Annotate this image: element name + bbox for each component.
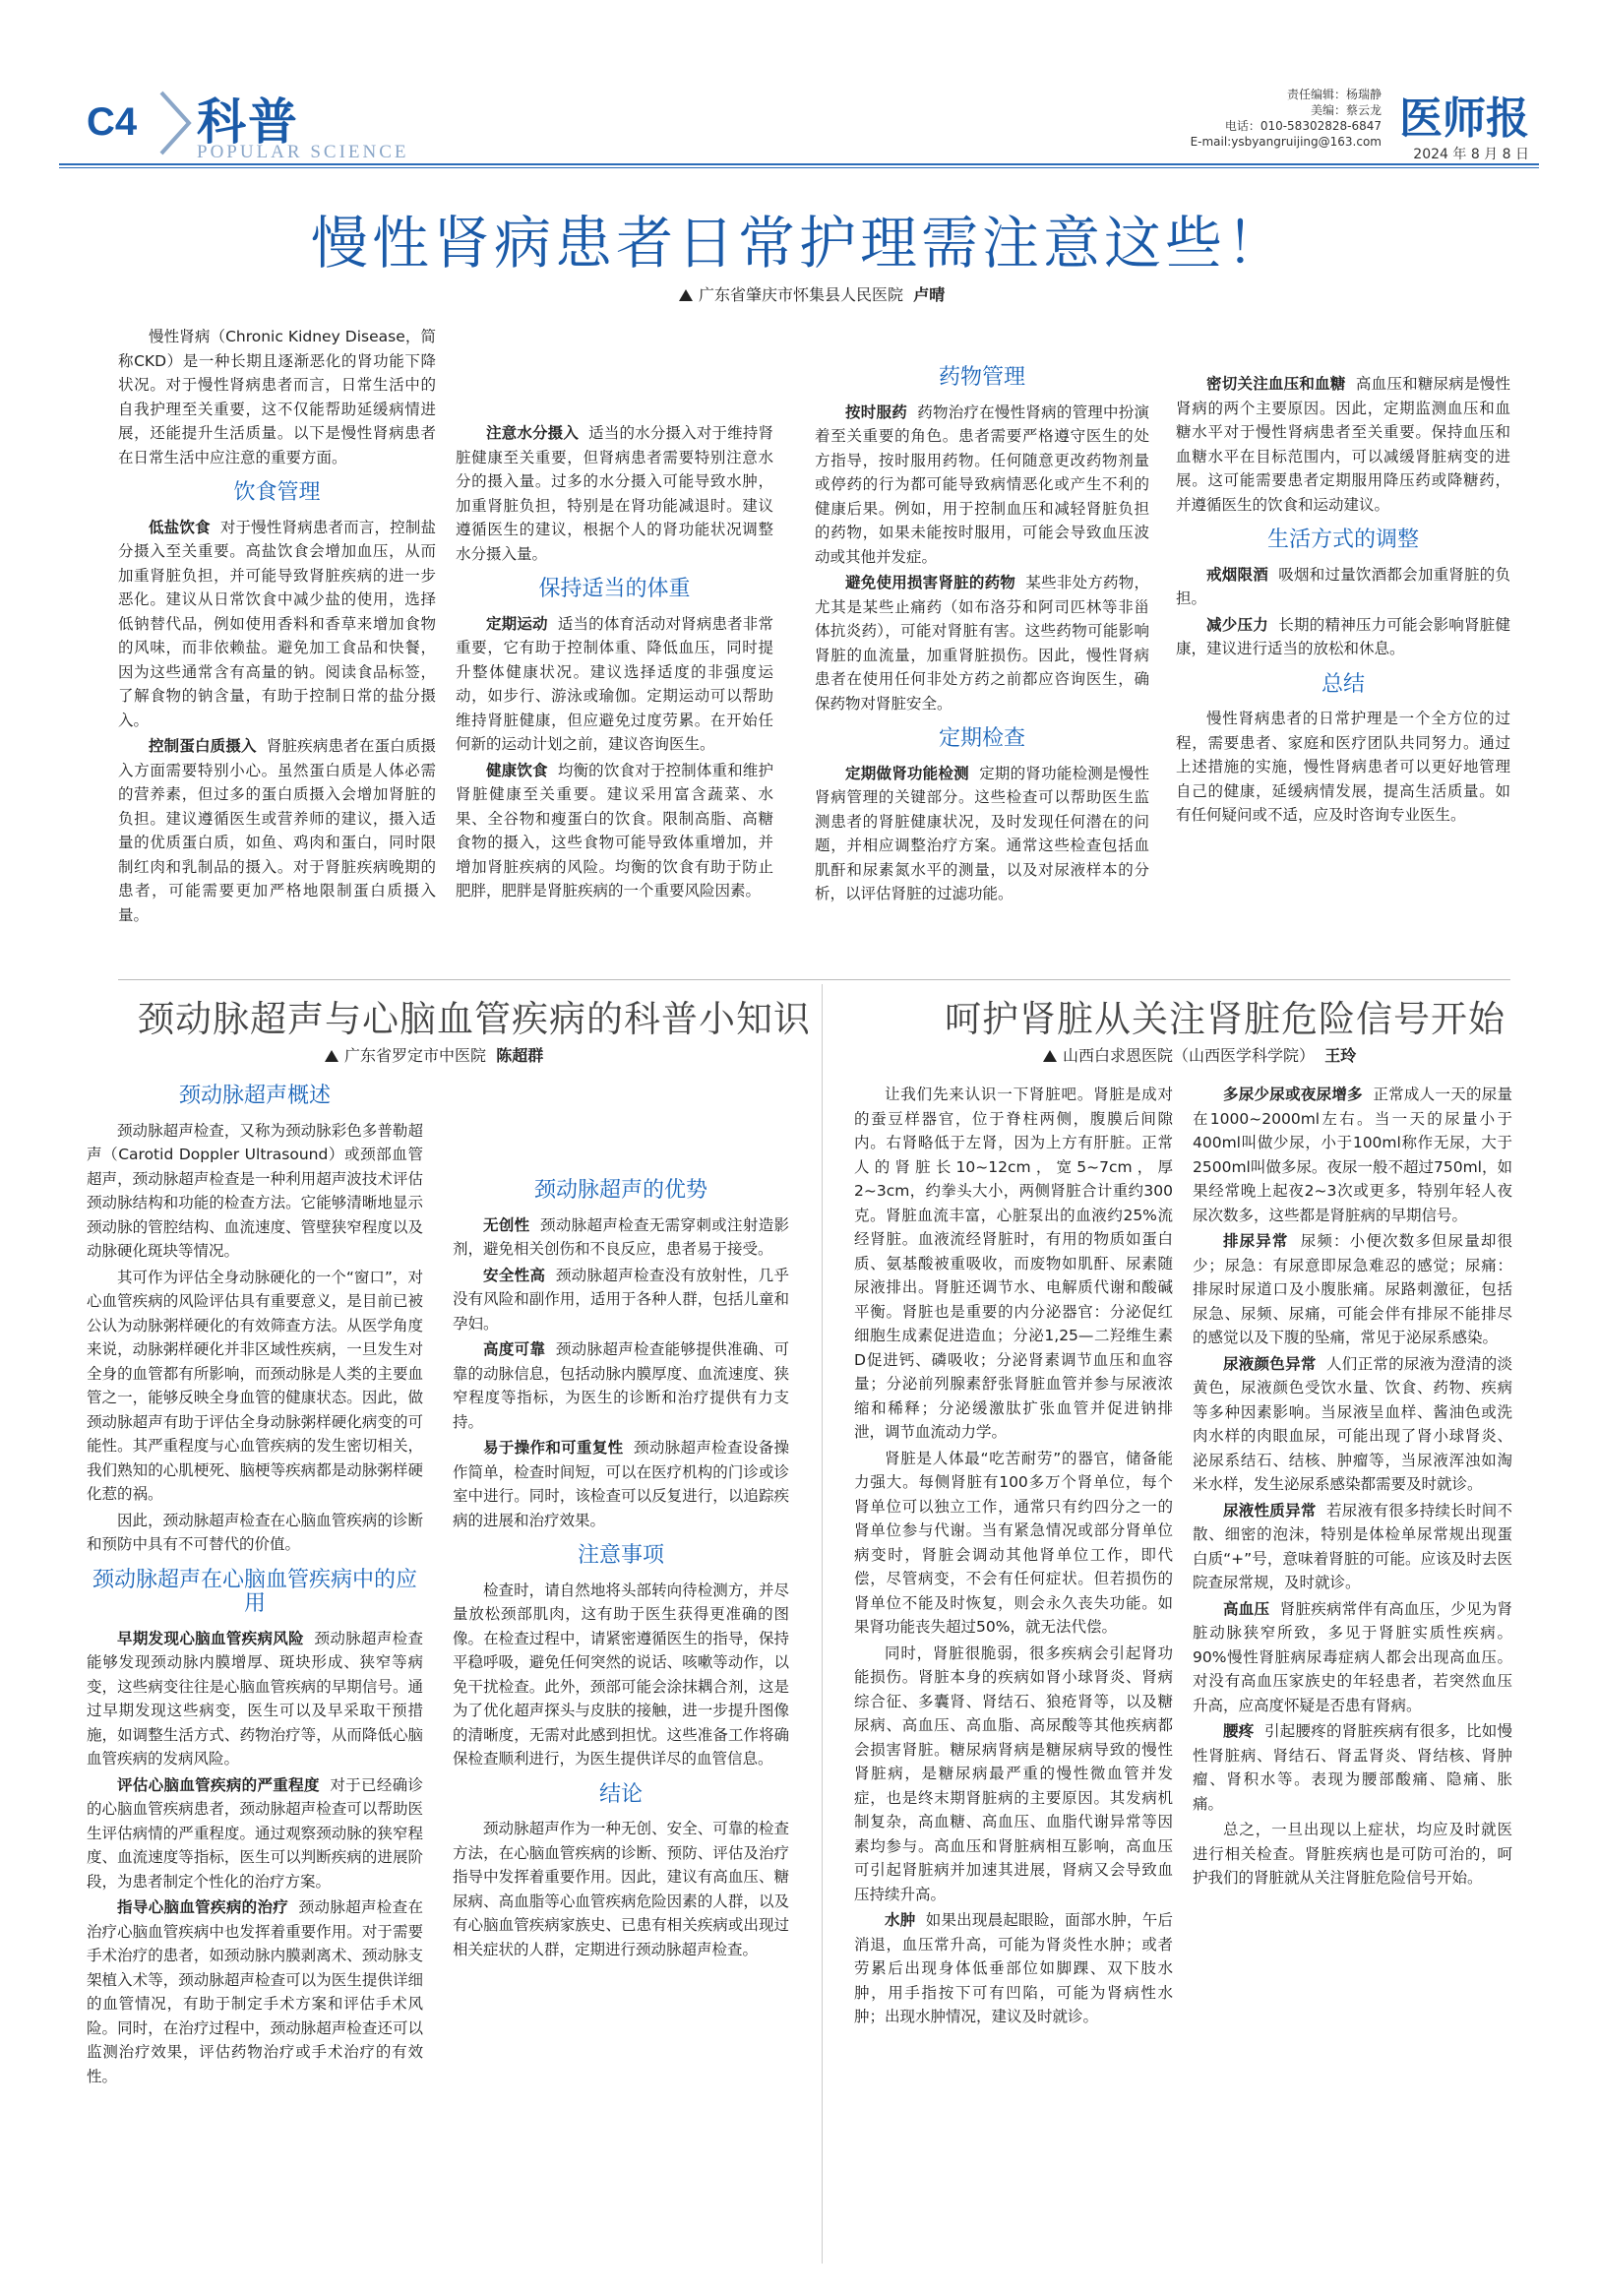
subheading: 药物管理 (938, 365, 1025, 390)
paragraph (87, 1627, 423, 1771)
subheading: 注意事项 (577, 1543, 664, 1568)
article1-col1 (118, 325, 436, 929)
article-divider (118, 979, 1510, 980)
byline-author: 陈超群 (496, 1046, 544, 1065)
keyword: 无创性 (483, 1215, 530, 1234)
article1-col4 (1176, 325, 1510, 830)
paragraph: 颈动脉超声作为一种无创、安全、可靠的检查方法，在心脑血管疾病的诊断、预防、评估及治疗指导中发挥着重要作用。因此，建议有高血压、糖尿病、高血脂等心血管疾病危险因素的人群，以及有心脑血管疾病家族史、已患有相关疾病或出现过相关症状的人群，定期进行颈动脉超声检查。 (453, 1820, 789, 1958)
subheading: 颈动脉超声概述 (178, 1084, 331, 1108)
keyword: 评估心脑血管疾病的严重程度 (117, 1775, 320, 1794)
keyword: 腰疼 (1223, 1722, 1255, 1740)
body-text: 吸烟和过量饮酒都会加重肾脏的负担。 (1176, 565, 1510, 607)
article3-title: 呵护肾脏从关注肾脏危险信号开始 (945, 998, 1506, 1040)
subheading: 结论 (598, 1781, 643, 1807)
paragraph (456, 612, 773, 757)
article3-col2 (1193, 1083, 1512, 1893)
body-text: 某些非处方药物，尤其是某些止痛药（如布洛芬和阿司匹林等非甾体抗炎药），可能对肾脏有害。这些药物可能影响肾脏的血流量，加重肾脏损伤。因此，慢性肾病患者在使用任何非处方药之前都应咨询医生，确保药物对肾脏安全。 (815, 574, 1149, 713)
body-text: 肾脏疾病患者在蛋白质摄入方面需要特别小心。虽然蛋白质是人体必需的营养素，但过多的蛋白质摄入会增加肾脏的负担。建议遵循医生或营养师的建议，摄入适量的优质蛋白质，如鱼、鸡肉和蛋白，同时限制红肉和乳制品的摄入。对于肾脏疾病晚期的患者，可能需要更加严格地限制蛋白质摄入量。 (118, 737, 436, 924)
article3-byline (1043, 1043, 1356, 1066)
triangle-icon (325, 1050, 338, 1062)
paragraph (456, 759, 773, 903)
body-text: 定期的肾功能检测是慢性肾病管理的关键部分。这些检查可以帮助医生监测患者的肾脏健康状况，及时发现任何潜在的问题，并相应调整治疗方案。通常这些检查包括血肌酐和尿素氮水平的测量，以及对尿液样本的分析，以评估肾脏的过滤功能。 (815, 764, 1149, 902)
spacer (456, 325, 773, 421)
paragraph (453, 1213, 789, 1262)
keyword: 早期发现心脑血管疾病风险 (117, 1629, 304, 1647)
paragraph: 同时，肾脏很脆弱，很多疾病会引起肾功能损伤。肾脏本身的疾病如肾小球肾炎、肾病综合征、多囊肾、肾结石、狼疮肾等，以及糖尿病、高血压、高血脂、高尿酸等其他疾病都会损害肾脏。糖尿病肾病是糖尿病导致的慢性肾脏病，是糖尿病最严重的慢性微血管并发症，也是终末期肾脏病的主要原因。其发病机制复杂，高血糖、高血压、血脂代谢异常等因素均参与。高血压和肾脏病相互影响，高血压可引起肾脏病并加速其进展，肾病又会导致血压持续升高。 (854, 1644, 1173, 1903)
body-text: 若尿液有很多持续长时间不散、细密的泡沫，特别是体检单尿常规出现蛋白质“+”号，意味着肾脏的可能。应该及时去医院查尿常规，及时就诊。 (1193, 1501, 1512, 1591)
body-text: 对于慢性肾病患者而言，控制盐分摄入至关重要。高盐饮食会增加血压，从而加重肾脏负担，并可能导致肾脏疾病的进一步恶化。建议从日常饮食中减少盐的使用，选择低钠替代品，例如使用香料和香草来增加食物的风味，而非依赖盐。避免加工食品和快餐，因为这些通常含有高量的钠。阅读食品标签，了解食物的钠含量，有助于控制日常的盐分摄入。 (118, 518, 436, 729)
byline-org: 广东省肇庆市怀集县人民医院 (699, 285, 904, 304)
article2-col2 (453, 1073, 789, 1963)
body-text: 尿频：小便次数多但尿量却很少；尿急：有尿意即尿急难忍的感觉；尿痛：排尿时尿道口及小腹胀痛。尿路刺激征，包括尿急、尿频、尿痛，可能会伴有排尿不能排尽的感觉以及下腹的坠痛，常见于泌尿系感染。 (1193, 1232, 1512, 1346)
article1-col3 (815, 325, 1149, 908)
article1-col2 (456, 325, 773, 905)
spacer (453, 1073, 789, 1167)
paragraph (118, 516, 436, 733)
paragraph (1193, 1229, 1512, 1350)
keyword: 尿液颜色异常 (1223, 1354, 1317, 1373)
subheading: 颈动脉超声在心脑血管疾病中的应用 (92, 1567, 417, 1616)
body-text: 如果出现晨起眼睑，面部水肿，午后消退，血压常升高，可能为肾炎性水肿；或者劳累后出现身体低垂部位如脚踝、双下肢水肿，用手指按下可有凹陷，可能为肾病性水肿；出现水肿情况，建议及时就诊。 (854, 1911, 1173, 2025)
paragraph (854, 1908, 1173, 2029)
keyword: 低盐饮食 (149, 518, 211, 536)
body-text: 颈动脉超声检查设备操作简单，检查时间短，可以在医疗机构的门诊或诊室中进行。同时，该检查可以反复进行，以追踪疾病的进展和治疗效果。 (453, 1439, 789, 1529)
keyword: 按时服药 (845, 403, 907, 421)
paragraph: 慢性肾病患者的日常护理是一个全方位的过程，需要患者、家庭和医疗团队共同努力。通过上述措施的实施，慢性肾病患者可以更好地管理自己的健康，延缓病情发展，提高生活质量。如有任何疑问或不适，应及时咨询专业医生。 (1176, 710, 1510, 824)
body-text: 颈动脉超声检查在治疗心脑血管疾病中也发挥着重要作用。对于需要手术治疗的患者，如颈动脉内膜剥离术、颈动脉支架植入术等，颈动脉超声检查可以为医生提供详细的血管情况，有助于制定手术方案和评估手术风险。同时，在治疗过程中，颈动脉超声检查还可以监测治疗效果，评估药物治疗或手术治疗的有效性。 (87, 1898, 423, 2085)
paragraph (1193, 1597, 1512, 1718)
email-line: E-mail:ysbyangruijing@163.com (1190, 135, 1382, 149)
keyword: 尿液性质异常 (1223, 1501, 1317, 1520)
keyword: 指导心脑血管疾病的治疗 (117, 1898, 289, 1916)
header-divider (59, 163, 1539, 165)
spacer (815, 325, 1149, 354)
paragraph (1193, 1719, 1512, 1816)
paragraph: 检查时，请自然地将头部转向待检测方，并尽量放松颈部肌肉，这有助于医生获得更准确的图像。在检查过程中，请紧密遵循医生的指导，保持平稳呼吸，避免任何突然的说话、咳嗽等动作，以免干扰检查。此外，颈部可能会涂抹耦合剂，这是为了优化超声探头与皮肤的接触，进一步提升图像的清晰度，无需对此感到担忧。这些准备工作将确保检查顺利进行，为医生提供详尽的血管信息。 (453, 1581, 789, 1768)
body-text: 正常成人一天的尿量在1000~2000ml左右。当一天的尿量小于400ml叫做少尿，小于100ml称作无尿，大于2500ml叫做多尿。夜尿一般不超过750ml，如果经常晚上起夜2~3次或更多，特别年轻人夜尿次数多，这些都是肾脏病的早期信号。 (1193, 1086, 1512, 1224)
paragraph (453, 1436, 789, 1532)
keyword: 戒烟限酒 (1206, 565, 1268, 584)
paragraph: 肾脏是人体最“吃苦耐劳”的器官，储备能力强大。每侧肾脏有100多万个肾单位，每个肾单位可以独立工作，通常只有约四分之一的肾单位参与代谢。当有紧急情况或部分肾单位病变时，肾脏会调动其他肾单位工作，即代偿，尽管病变，不会有任何症状。但若损伤的肾单位不能及时恢复，则会永久丧失功能。如果肾功能丧失超过50%，就无法代偿。 (854, 1449, 1173, 1636)
paragraph (87, 1895, 423, 2088)
keyword: 高血压 (1223, 1599, 1270, 1618)
paragraph (815, 762, 1149, 906)
paragraph (1193, 1499, 1512, 1595)
body-text: 药物治疗在慢性肾病的管理中扮演着至关重要的角色。患者需要严格遵守医生的处方指导，按时服用药物。任何随意更改药物剂量或停药的行为都可能导致病情恶化或产生不利的健康后果。例如，用于控制血压和减轻肾脏负担的药物，如果未能按时服用，可能会导致血压波动或其他并发症。 (815, 403, 1149, 566)
paragraph (815, 401, 1149, 570)
subheading: 饮食管理 (233, 480, 321, 505)
paragraph (1176, 563, 1510, 611)
art-editor-line: 美编：蔡云龙 (1310, 103, 1382, 117)
byline-org: 山西白求恩医院（山西医学科学院） (1063, 1046, 1316, 1065)
keyword: 安全性高 (483, 1266, 546, 1284)
article2-col1 (87, 1073, 423, 2090)
chevron-right-icon (155, 89, 195, 157)
paragraph: 让我们先来认识一下肾脏吧。肾脏是成对的蚕豆样器官，位于脊柱两侧，腹膜后间隙内。右肾略低于左肾，因为上方有肝脏。正常人的肾脏长10~12cm，宽5~7cm，厚2~3cm，约拳头大小，两侧肾脏合计重约300克。肾脏血流丰富，心脏泵出的血液约25%流经肾脏。血液流经肾脏时，有用的物质如蛋白质、氨基酸被重吸收，而废物如肌酐、尿素随尿液排出。肾脏还调节水、电解质代谢和酸碱平衡。肾脏也是重要的内分泌器官：分泌促红细胞生成素促进造血；分泌1,25—二羟维生素D促进钙、磷吸收；分泌肾素调节血压和血容量；分泌前列腺素舒张肾脏血管并参与尿液浓缩和稀释；分泌缓激肽扩张血管并促进钠排泄，调节血流动力学。 (854, 1086, 1173, 1441)
body-text: 颈动脉超声检查无需穿刺或注射造影剂，避免相关创伤和不良反应，患者易于接受。 (453, 1215, 789, 1258)
triangle-icon (679, 289, 693, 301)
column-divider (822, 984, 823, 2264)
body-text: 颈动脉超声检查能够发现颈动脉内膜增厚、斑块形成、狭窄等病变，这些病变往往是心脑血管疾病的早期信号。通过早期发现这些病变，医生可以及早采取干预措施，如调整生活方式、药物治疗等，从而降低心脑血管疾病的发病风险。 (87, 1629, 423, 1768)
body-text: 颈动脉超声检查没有放射性，几乎没有风险和副作用，适用于各种人群，包括儿童和孕妇。 (453, 1266, 789, 1333)
paragraph (815, 571, 1149, 715)
keyword: 高度可靠 (483, 1340, 546, 1358)
body-text: 适当的体育活动对肾病患者非常重要，它有助于控制体重、降低血压，同时提升整体健康状况。建议选择适度的非强度运动，如步行、游泳或瑜伽。定期运动可以帮助维持肾脏健康，但应避免过度劳累。在开始任何新的运动计划之前，建议咨询医生。 (456, 614, 773, 753)
subheading: 颈动脉超声的优势 (533, 1178, 707, 1203)
paragraph: 慢性肾病（Chronic Kidney Disease，简称CKD）是一种长期且逐渐恶化的肾功能下降状况。对于慢性肾病患者而言，日常生活中的自我护理至关重要，这不仅能帮助延缓病情进展，还能提升生活质量。以下是慢性肾病患者在日常生活中应注意的重要方面。 (118, 328, 436, 466)
spacer (1176, 325, 1510, 372)
paragraph (456, 421, 773, 566)
editor-line: 责任编辑：杨瑞静 (1286, 88, 1382, 101)
paragraph (453, 1337, 789, 1434)
keyword: 注意水分摄入 (486, 424, 579, 442)
paragraph: 总之，一旦出现以上症状，均应及时就医进行相关检查。肾脏疾病也是可防可治的，呵护我们的肾脏就从关注肾脏危险信号开始。 (1193, 1821, 1512, 1887)
keyword: 控制蛋白质摄入 (149, 737, 257, 755)
keyword: 健康饮食 (486, 761, 548, 779)
page-header (59, 59, 1539, 167)
paper-logo: 医师报 (1399, 93, 1529, 144)
paper-date: 2024 年 8 月 8 日 (1413, 147, 1529, 162)
subheading: 生活方式的调整 (1266, 527, 1419, 552)
paragraph (1193, 1083, 1512, 1227)
paragraph (453, 1264, 789, 1336)
byline-author: 王玲 (1324, 1046, 1357, 1065)
keyword: 减少压力 (1206, 615, 1268, 634)
paragraph (118, 734, 436, 927)
keyword: 定期做肾功能检测 (845, 764, 969, 782)
section-subtitle: POPULAR SCIENCE (197, 142, 409, 162)
paragraph (1176, 372, 1510, 517)
article1-title: 慢性肾病患者日常护理需注意这些！ (310, 210, 1287, 277)
byline-org: 广东省罗定市中医院 (344, 1046, 487, 1065)
body-text: 对于已经确诊的心脑血管疾病患者，颈动脉超声检查可以帮助医生评估病情的严重程度。通过观察颈动脉的狭窄程度、血流速度等指标，医生可以判断疾病的进展阶段，为患者制定个性化的治疗方案。 (87, 1775, 423, 1891)
paragraph (87, 1773, 423, 1894)
subheading: 保持适当的体重 (538, 577, 691, 601)
body-text: 颈动脉超声检查能够提供准确、可靠的动脉信息，包括动脉内膜厚度、血流速度、狭窄程度等指标，为医生的诊断和治疗提供有力支持。 (453, 1340, 789, 1431)
article1-byline (679, 282, 945, 305)
article2-byline (325, 1043, 543, 1066)
editor-info (1191, 87, 1382, 150)
keyword: 水肿 (885, 1911, 916, 1929)
keyword: 避免使用损害肾脏的药物 (845, 574, 1016, 591)
body-text: 肾脏疾病常伴有高血压，少见为肾脏动脉狭窄所致，多见于肾脏实质性疾病。90%慢性肾脏病尿毒症病人都会出现高血压。对没有高血压家族史的年轻患者，若突然血压升高，应高度怀疑是否患有肾病。 (1193, 1599, 1512, 1714)
subheading: 总结 (1321, 671, 1365, 697)
article2-title: 颈动脉超声与心脑血管疾病的科普小知识 (138, 998, 811, 1040)
body-text: 均衡的饮食对于控制体重和维护肾脏健康至关重要。建议采用富含蔬菜、水果、全谷物和瘦蛋白的饮食。限制高脂、高糖食物的摄入，这些食物可能导致体重增加，并增加肾脏疾病的风险。均衡的饮食有助于防止肥胖，肥胖是肾脏疾病的一个重要风险因素。 (456, 761, 773, 900)
body-text: 高血压和糖尿病是慢性肾病的两个主要原因。因此，定期监测血压和血糖水平对于慢性肾病患者至关重要。保持血压和血糖水平在目标范围内，可以减缓肾脏病变的进展。这可能需要患者定期服用降压药或降糖药，并遵循医生的饮食和运动建议。 (1176, 375, 1510, 514)
paragraph (1176, 613, 1510, 661)
body-text: 引起腰疼的肾脏疾病有很多，比如慢性肾脏病、肾结石、肾盂肾炎、肾结核、肾肿瘤、肾积水等。表现为腰部酸痛、隐痛、胀痛。 (1193, 1722, 1512, 1813)
section-title: 科普 (197, 93, 299, 151)
byline-author: 卢晴 (913, 285, 946, 304)
phone-line: 电话：010-58302828-6847 (1224, 119, 1382, 133)
subheading: 定期检查 (938, 726, 1025, 751)
paragraph: 因此，颈动脉超声检查在心脑血管疾病的诊断和预防中具有不可替代的价值。 (87, 1511, 423, 1553)
paragraph (1193, 1352, 1512, 1497)
keyword: 密切关注血压和血糖 (1206, 375, 1346, 393)
keyword: 多尿少尿或夜尿增多 (1223, 1086, 1363, 1103)
paragraph: 颈动脉超声检查，又称为颈动脉彩色多普勒超声（Carotid Doppler Ultrasound）或颈部血管超声，颈动脉超声检查是一种利用超声波技术评估颈动脉结构和功能的检查方法。它能够清晰地显示颈动脉的管腔结构、血流速度、管壁狭窄程度以及动脉硬化斑块等情况。 (87, 1121, 423, 1260)
keyword: 定期运动 (486, 614, 548, 633)
article3-col1 (854, 1083, 1173, 2031)
triangle-icon (1043, 1050, 1057, 1062)
keyword: 易于操作和可重复性 (483, 1439, 624, 1457)
header-divider-thin (59, 167, 1539, 168)
body-text: 长期的精神压力可能会影响肾脏健康，建议进行适当的放松和休息。 (1176, 615, 1510, 657)
body-text: 适当的水分摄入对于维持肾脏健康至关重要，但肾病患者需要特别注意水分的摄入量。过多的水分摄入可能导致水肿，加重肾脏负担，特别是在肾功能减退时。建议遵循医生的建议，根据个人的肾功能状况调整水分摄入量。 (456, 424, 773, 563)
keyword: 排尿异常 (1223, 1232, 1289, 1250)
paragraph: 其可作为评估全身动脉硬化的一个“窗口”，对心血管疾病的风险评估具有重要意义，是目前已被公认为动脉粥样硬化的有效筛查方法。从医学角度来说，动脉粥样硬化并非区域性疾病，一旦发生对全身的血管都有所影响，而颈动脉是人类的主要血管之一，能够反映全身血管的健康状态。因此，做颈动脉超声有助于评估全身动脉粥样硬化病变的可能性。其严重程度与心血管疾病的发生密切相关，我们熟知的心肌梗死、脑梗等疾病都是动脉粥样硬化惹的祸。 (87, 1268, 423, 1503)
body-text: 人们正常的尿液为澄清的淡黄色，尿液颜色受饮水量、饮食、药物、疾病等多种因素影响。当尿液呈血样、酱油色或洗肉水样的肉眼血尿，可能出现了肾小球肾炎、泌尿系结石、结核、肿瘤等，当尿液浑浊如淘米水样，发生泌尿系感染都需要及时就诊。 (1193, 1354, 1512, 1493)
page-number: C4 (87, 100, 138, 144)
